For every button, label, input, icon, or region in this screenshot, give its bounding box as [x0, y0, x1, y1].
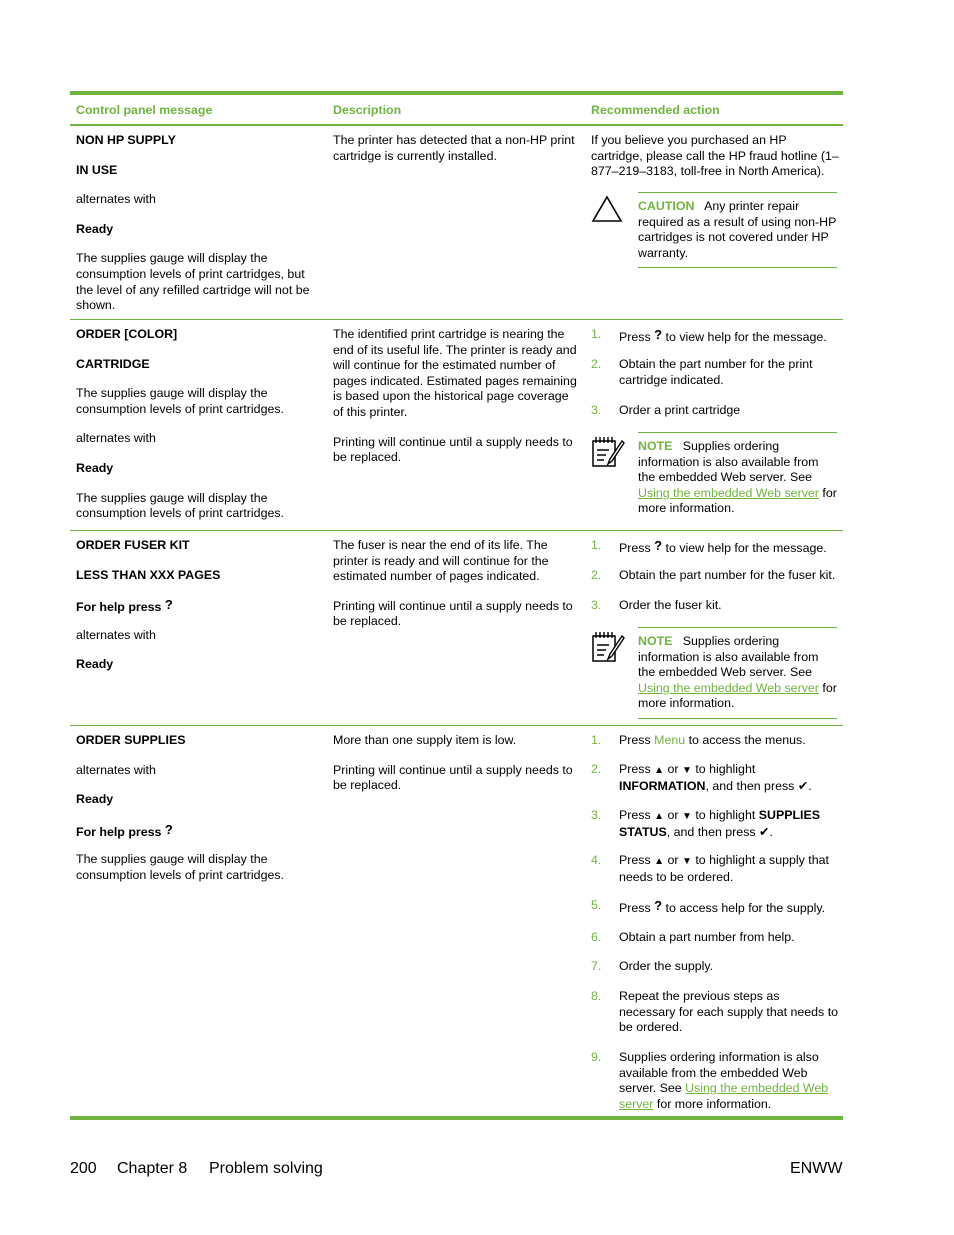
question-mark-icon: ? — [654, 898, 663, 913]
step-text: Supplies ordering information is also available from the embedded Web server. See — [619, 1050, 819, 1096]
question-mark-icon: ? — [164, 821, 173, 837]
message-line: CARTRIDGE — [76, 356, 150, 371]
caution-top-rule — [638, 192, 837, 193]
column-header-description: Description — [333, 103, 402, 117]
message-line: alternates with — [76, 627, 156, 642]
step-number: 3. — [591, 808, 602, 822]
message-line: alternates with — [76, 762, 156, 777]
step-text: Press — [619, 808, 651, 822]
row-divider — [70, 319, 843, 320]
question-mark-icon: ? — [164, 597, 173, 613]
step-text: Obtain a part number from help. — [619, 930, 795, 944]
message-text: The supplies gauge will display the consumption levels of print cartridges. — [76, 386, 284, 416]
step-text: Press — [619, 762, 651, 776]
step-text: Order a print cartridge — [619, 403, 741, 417]
section-title: Problem solving — [209, 1160, 323, 1177]
down-arrow-icon: ▼ — [681, 765, 692, 776]
note-label: NOTE — [638, 634, 673, 648]
down-arrow-icon: ▼ — [681, 811, 692, 822]
step-text: to access the menus. — [688, 733, 806, 747]
embedded-web-server-link[interactable]: Using the embedded Web server — [619, 1081, 829, 1111]
embedded-web-server-link[interactable]: Using the embedded Web server — [638, 485, 819, 500]
step-text: Press — [619, 330, 651, 344]
message-line: ORDER FUSER KIT — [76, 538, 190, 552]
row1-message — [76, 133, 324, 314]
message-text: The supplies gauge will display the consumption levels of print cartridges. — [76, 490, 284, 521]
step-number: 2. — [591, 357, 602, 371]
note-body: Supplies ordering information is also available from the embedded Web server. See — [638, 634, 819, 680]
header-rule — [70, 124, 843, 126]
column-header-message: Control panel message — [76, 103, 213, 117]
question-mark-icon: ? — [654, 327, 663, 342]
step-number: 2. — [591, 762, 602, 776]
description-text: The fuser is near the end of its life. The printer is ready and will continue for the estimated number of pages indicated. — [333, 538, 549, 584]
menu-name: INFORMATION — [619, 778, 706, 793]
step-text: for more information. — [656, 1096, 772, 1111]
message-line: Ready — [76, 221, 114, 236]
step-text: or — [667, 808, 679, 822]
note-pad-icon — [591, 435, 625, 474]
note-pad-icon — [591, 630, 625, 669]
step-text: or — [667, 762, 679, 776]
step-number: 1. — [591, 538, 602, 552]
caution-label: CAUTION — [638, 199, 695, 213]
checkmark-icon: ✔ — [797, 778, 809, 793]
step-number: 4. — [591, 853, 602, 867]
step-text: , and then press — [705, 778, 795, 793]
message-line — [76, 821, 324, 841]
step-text: Obtain the part number for the fuser kit. — [619, 568, 836, 582]
row-divider — [70, 530, 843, 531]
action-text: If you believe you purchased an HP cartridge, please call the HP fraud hotline (1–877–219–3183, toll-free in North America). — [591, 133, 839, 179]
row3-description — [333, 538, 581, 630]
row3-message — [76, 538, 324, 673]
message-line: ORDER [COLOR] — [76, 327, 178, 341]
note-top-rule — [638, 627, 837, 628]
step-text: to access help for the supply. — [665, 901, 826, 915]
row2-message — [76, 327, 324, 522]
step-number: 8. — [591, 989, 602, 1003]
row4-message — [76, 733, 324, 884]
description-text: Printing will continue until a supply needs to be replaced. — [333, 434, 573, 465]
step-text: Order the fuser kit. — [619, 598, 722, 612]
message-line: Ready — [76, 792, 114, 807]
caution-box — [591, 192, 837, 270]
embedded-web-server-link[interactable]: Using the embedded Web server — [638, 680, 819, 695]
help-press-text: For help press — [76, 824, 162, 839]
caution-triangle-icon — [591, 195, 623, 228]
up-arrow-icon: ▲ — [654, 856, 665, 867]
message-line: ORDER SUPPLIES — [76, 733, 186, 747]
table-top-rule — [70, 91, 843, 95]
row3-steps — [591, 538, 841, 618]
note-top-rule — [638, 432, 837, 433]
step-text: . — [769, 824, 773, 839]
page-number: 200 — [70, 1160, 97, 1177]
row4-steps — [591, 733, 841, 1113]
message-line: Ready — [76, 657, 114, 672]
message-line: IN USE — [76, 162, 118, 177]
description-text: The printer has detected that a non-HP print cartridge is currently installed. — [333, 133, 575, 163]
step-number: 1. — [591, 733, 602, 747]
row4-description — [333, 733, 581, 794]
up-arrow-icon: ▲ — [654, 765, 665, 776]
step-text: to highlight — [695, 762, 756, 776]
step-text: to view help for the message. — [665, 330, 827, 344]
step-number: 3. — [591, 598, 602, 612]
description-text: Printing will continue until a supply needs to be replaced. — [333, 762, 573, 793]
table-bottom-rule — [70, 1116, 843, 1120]
message-line — [76, 599, 324, 616]
caution-bottom-rule — [638, 267, 837, 268]
checkmark-icon: ✔ — [759, 824, 770, 839]
note-box — [591, 432, 837, 522]
row1-action — [591, 133, 839, 180]
step-text: to highlight a supply that needs to be ordered. — [619, 853, 829, 884]
note-bottom-rule — [638, 718, 837, 719]
message-line: Ready — [76, 460, 114, 475]
note-body: for more information. — [638, 485, 837, 516]
column-header-action: Recommended action — [591, 103, 720, 117]
step-text: or — [667, 853, 679, 867]
description-text: More than one supply item is low. — [333, 733, 517, 747]
row2-steps — [591, 327, 841, 427]
message-text: The supplies gauge will display the consumption levels of print cartridges, but the level of any refilled cartridge will not be shown. — [76, 251, 310, 313]
step-number: 7. — [591, 959, 602, 973]
message-text: The supplies gauge will display the consumption levels of print cartridges. — [76, 852, 284, 882]
footer-right-label: ENWW — [790, 1160, 843, 1177]
caution-text — [638, 199, 838, 261]
step-text: Order the supply. — [619, 959, 714, 973]
step-text: Repeat the previous steps as necessary for each supply that needs to be ordered. — [619, 989, 839, 1035]
chapter-label: Chapter 8 — [117, 1160, 188, 1177]
message-line: NON HP SUPPLY — [76, 133, 176, 147]
menu-name: SUPPLIES STATUS — [619, 808, 821, 839]
note-text — [638, 634, 838, 712]
menu-button-label: Menu — [654, 733, 686, 747]
step-text: Press — [619, 901, 651, 915]
step-text: Obtain the part number for the print cartridge indicated. — [619, 357, 813, 387]
step-text: to view help for the message. — [665, 541, 827, 555]
message-line: alternates with — [76, 192, 156, 207]
step-number: 1. — [591, 327, 602, 341]
note-body: for more information. — [638, 680, 837, 711]
step-text: Press — [619, 733, 651, 747]
step-text: , and then press — [666, 824, 756, 839]
help-press-text: For help press — [76, 600, 162, 615]
message-line: LESS THAN XXX PAGES — [76, 567, 221, 582]
note-box — [591, 627, 837, 720]
step-text: to highlight — [695, 808, 756, 822]
description-text: The identified print cartridge is nearing the end of its useful life. The printer is ready and will continue for the estimated number of pages indicated. Estimated pages remaining is based upon the historical page coverage of this printer. — [333, 327, 577, 419]
message-line: alternates with — [76, 431, 156, 446]
step-text: Press — [619, 853, 651, 867]
row2-description — [333, 327, 581, 466]
row1-description — [333, 133, 581, 164]
step-number: 3. — [591, 403, 602, 417]
note-text — [638, 439, 838, 517]
step-number: 2. — [591, 568, 602, 582]
step-text: Press — [619, 541, 651, 555]
up-arrow-icon: ▲ — [654, 811, 665, 822]
step-number: 5. — [591, 898, 602, 912]
step-text: . — [808, 778, 812, 793]
question-mark-icon: ? — [654, 538, 663, 553]
caution-body: Any printer repair required as a result of using non-HP cartridges is not covered under HP warranty. — [638, 199, 837, 260]
description-text: Printing will continue until a supply needs to be replaced. — [333, 598, 573, 629]
note-body: Supplies ordering information is also available from the embedded Web server. See — [638, 439, 819, 485]
row-divider — [70, 725, 843, 726]
step-number: 9. — [591, 1050, 602, 1064]
down-arrow-icon: ▼ — [681, 856, 692, 867]
note-label: NOTE — [638, 439, 673, 453]
step-number: 6. — [591, 930, 602, 944]
